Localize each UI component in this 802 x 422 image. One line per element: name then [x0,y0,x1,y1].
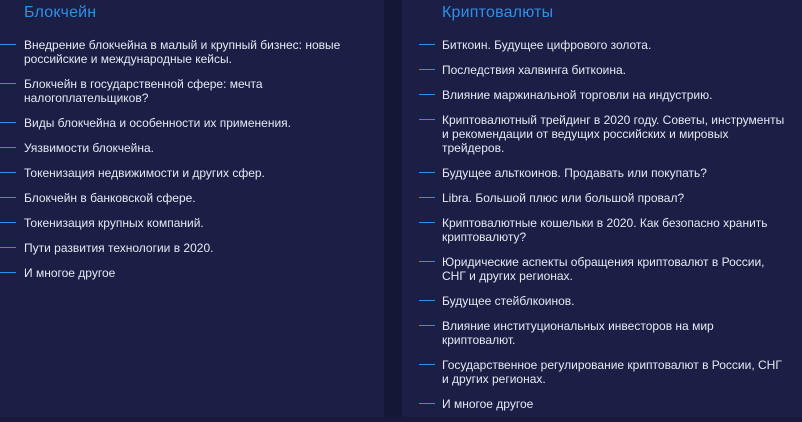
dash-marker [419,119,435,120]
list-item-text: Влияние институциональных инвесторов на мир криптовалют. [442,319,714,347]
crypto-topic-list [402,38,802,422]
list-item [402,38,802,52]
dash-marker [419,222,435,223]
list-item [0,191,384,205]
list-item [0,241,384,255]
dash-marker [419,172,435,173]
dash-marker [0,222,16,223]
list-item-text: Государственное регулирование криптовалют в России, СНГ и других регионах. [442,358,782,386]
list-item [0,116,384,130]
list-item-text: Последствия халвинга биткоина. [442,63,626,77]
list-item [402,358,802,386]
list-item [402,113,802,155]
list-item [402,216,802,244]
blockchain-heading: Блокчейн [24,4,97,21]
list-item-text: И многое другое [442,397,534,411]
list-item [402,63,802,77]
list-item-text: Биткоин. Будущее цифрового золота. [442,38,652,52]
list-item-text: Блокчейн в государственной сфере: мечта налогоплательщиков? [24,77,263,105]
dash-marker [419,197,435,198]
blockchain-topic-list [0,38,384,291]
list-item-text: Токенизация крупных компаний. [24,216,204,230]
crypto-heading: Криптовалюты [442,4,554,21]
list-item-text: Криптовалютный трейдинг в 2020 году. Советы, инструменты и рекомендации от ведущих российских и мировых трейдеров. [442,113,785,155]
list-item-text: Будущее альткоинов. Продавать или покупать? [442,166,707,180]
list-item [402,255,802,283]
list-item [402,191,802,205]
dash-marker [0,272,16,273]
dash-marker [419,364,435,365]
dash-marker [0,197,16,198]
list-item [402,397,802,411]
list-item-text: Блокчейн в банковской сфере. [24,191,196,205]
list-item-text: Влияние маржинальной торговли на индустрию. [442,88,713,102]
dash-marker [0,83,16,84]
list-item-text: Пути развития технологии в 2020. [24,241,214,255]
dash-marker [0,122,16,123]
list-item [0,216,384,230]
list-item [402,294,802,308]
list-item [0,141,384,155]
list-item-text: Криптовалютные кошельки в 2020. Как безопасно хранить криптовалюту? [442,216,768,244]
dash-marker [419,300,435,301]
dash-marker [419,403,435,404]
blockchain-panel [0,0,384,417]
list-item-text: Токенизация недвижимости и других сфер. [24,166,265,180]
panel-divider [384,0,402,417]
crypto-panel [402,0,802,417]
list-item-text: Будущее стейблкоинов. [442,294,575,308]
list-item-text: Виды блокчейна и особенности их применения. [24,116,292,130]
list-item-text: Уязвимости блокчейна. [24,141,155,155]
dash-marker [0,247,16,248]
list-item [0,266,384,280]
list-item-text: Libra. Большой плюс или большой провал? [442,191,685,205]
list-item [402,88,802,102]
list-item-text: Юридические аспекты обращения криптовалют в России, СНГ и других регионах. [442,255,765,283]
dash-marker [419,261,435,262]
list-item [402,166,802,180]
dash-marker [419,94,435,95]
list-item [402,319,802,347]
dash-marker [419,44,435,45]
list-item-text: Внедрение блокчейна в малый и крупный бизнес: новые российские и международные кейсы. [24,38,341,66]
dash-marker [0,44,16,45]
list-item-text: И многое другое [24,266,116,280]
list-item [0,77,384,105]
dash-marker [419,325,435,326]
dash-marker [0,172,16,173]
list-item [0,38,384,66]
dash-marker [0,147,16,148]
dash-marker [419,69,435,70]
list-item [0,166,384,180]
